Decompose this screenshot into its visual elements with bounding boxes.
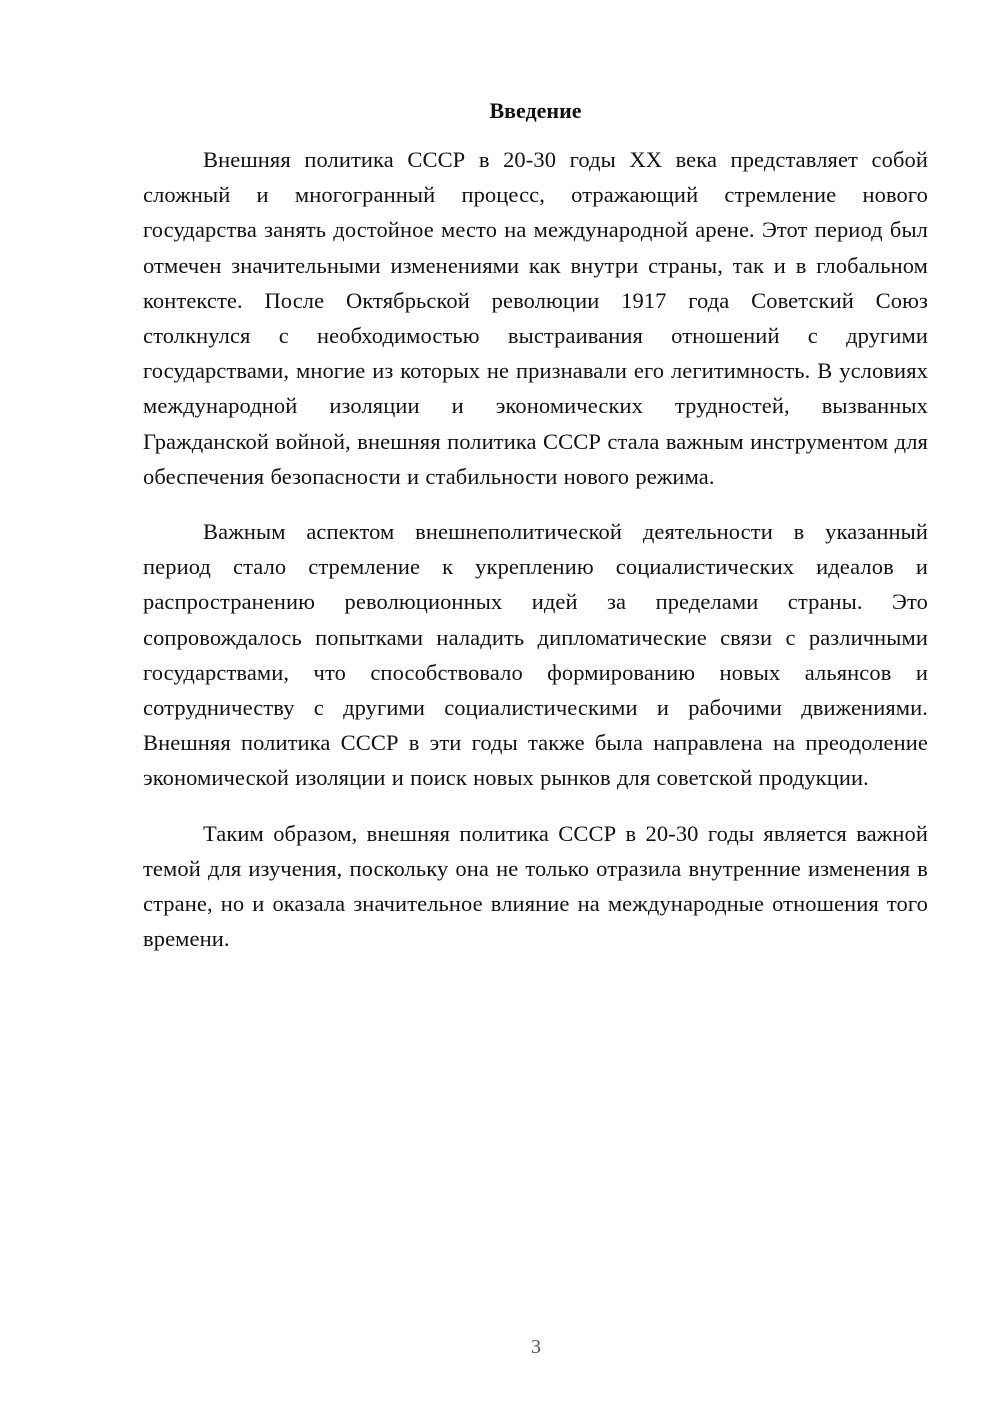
paragraph-2: Важным аспектом внешнеполитической деятельности в указанный период стало стремление к укреплению социалистических идеалов и распространению революционных идей за пределами страны. Это сопровождалось попытками наладить дипломатические связи с различными государствами, что способствовало формированию новых альянсов и сотрудничеству с другими социалистическими и рабочими движениями. Внешняя политика СССР в эти годы также была направлена на преодоление экономической изоляции и поиск новых рынков для советской продукции. [143,519,928,791]
paragraph-3: Таким образом, внешняя политика СССР в 20-30 годы является важной темой для изучения, поскольку она не только отразила внутренние изменения в стране, но и оказала значительное влияние на международные отношения того времени. [143,820,928,952]
body-text [143,142,928,976]
paragraph-1: Внешняя политика СССР в 20-30 годы XX века представляет собой сложный и многогранный процесс, отражающий стремление нового государства занять достойное место на международной арене. Этот период был отмечен значительными изменениями как внутри страны, так и в глобальном контексте. После Октябрьской революции 1917 года Советский Союз столкнулся с необходимостью выстраивания отношений с другими государствами, многие из которых не признавали его легитимность. В условиях международной изоляции и экономических трудностей, вызванных Гражданской войной, внешняя политика СССР стала важным инструментом для обеспечения безопасности и стабильности нового режима. [143,147,928,489]
page-number: 3 [531,1336,541,1358]
section-heading: Введение [489,98,582,123]
